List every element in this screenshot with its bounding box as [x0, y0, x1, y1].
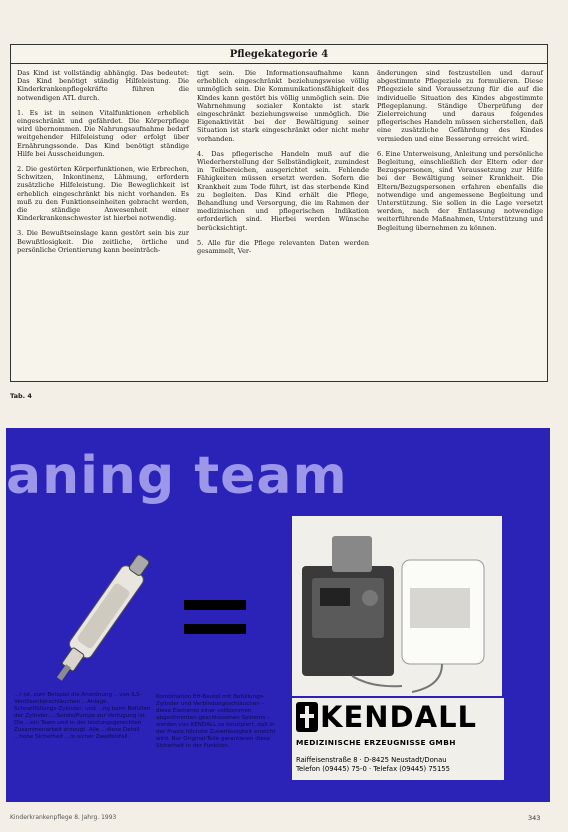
kendall-subtitle: MEDIZINISCHE ERZEUGNISSE GMBH	[296, 738, 456, 747]
address-line: Raiffeisenstraße 8 · D-8425 Neustadt/Donau	[296, 756, 447, 764]
page-number: 343	[528, 814, 541, 822]
paragraph: 4. Das pflegerische Handeln muß auf die Wiederherstellung der Selbständigkeit, zumindest in Teilbereichen, ausgerichtet sein. Fehlende Fähigkeiten müssen ersetzt werden. Sofern die Krankheit zum Tode führt, ist das sterbende Kind zu begleiten. Das Kind erhält die Pflege, Behandlung und Versorgung, die im Rahmen der medizinischen und pflegerischen Indikation erforderlich sind. Hierbei werden Wünsche berücksichtigt.	[197, 149, 369, 232]
kendall-contact-box	[292, 698, 504, 780]
table-label: Tab. 4	[10, 392, 32, 400]
table-box	[10, 44, 548, 382]
table-title-rule	[11, 63, 547, 64]
equals-bar	[184, 600, 246, 610]
ad-text-left: ...r ist, zum Beispiel die Anordnung ...von ILS-Ventilsenkerschläuchen ...Anlage, Schnellfüllungs-Zylinder, und ...ng beim Befüllen der Zylinder. ...Sonde/Pumpe zur Verfügung ist. Die ...ein Team und in der leistungsgerechten Zusammenarbeit erzeugt. Alle ...diese Detail ...hohe Sicherheit ...in sicher Zweifelsfall.	[14, 692, 151, 740]
paragraph: 3. Die Bewußtseinslage kann gestört sein bis zur Bewußtlosigkeit. Die zeitliche, örtliche und persönliche Orientierung kann beeinträch-	[17, 229, 189, 254]
equals-sign	[184, 600, 246, 648]
kendall-logo: KENDALL	[320, 700, 478, 734]
kendall-address	[296, 756, 450, 774]
table-column-2	[197, 69, 369, 262]
paragraph: tigt sein. Die Informationsaufnahme kann erheblich eingeschränkt beziehungsweise völlig unmöglich sein. Die Kommunikationsfähigkeit des Kindes kann gestört bis völlig unmöglich sein. Die Wahrnehmung sozialer Kontakte ist stark eingeschränkt beziehungsweise unmöglich. Die Eigenaktivität bei der Bewältigung seiner Situation ist stark eingeschränkt oder nicht mehr vorhanden.	[197, 69, 369, 143]
paragraph: 6. Eine Unterweisung, Anleitung und persönliche Begleitung, einschließlich der Eltern oder der Bezugspersonen, sind Voraussetzung zur Hilfe bei der Bewältigung seiner Krankheit. Die Eltern/Bezugspersonen erfahren ebenfalls die notwendige und angemessene Begleitung und Unterstützung. Sie sollen in die Lage versetzt werden, nach der Entlassung notwendige weiterführende Maßnahmen, Unterstützung und Begleitung übernehmen zu können.	[377, 149, 543, 232]
table-title: Pflegekategorie 4	[229, 49, 329, 60]
paragraph: änderungen sind festzustellen und darauf abgestimmte Pflegeziele zu formulieren. Diese Pflegeziele sind Voraussetzung für die auf die individuelle Situation des Kindes abgestimmte Pflegeplanung. Ständige Überprüfung der Zielerreichung und daraus folgendes pflegerisches Handeln müssen sicherstellen, daß eine zusätzliche Gefährdung des Kindes vermieden und eine Besserung erreicht wird.	[377, 69, 543, 143]
kendall-emblem-icon	[296, 702, 318, 732]
equals-bar	[184, 624, 246, 634]
ad-headline: aning team	[6, 446, 348, 506]
syringe-device-illustration	[38, 518, 178, 708]
paragraph: 1. Es ist in seinen Vitalfunktionen erheblich eingeschränkt und gefährdet. Die Körperpflege wird übernommen. Die Nahrungsaufnahme bedarf weitgehender Hilfeleistung oder erfolgt über Ernährungssonde. Das Kind benötigt ständige Hilfe bei Ausscheidungen.	[17, 108, 189, 158]
table-column-3	[377, 69, 543, 239]
phone-line: Telefon (09445) 75-0 · Telefax (09445) 75155	[296, 765, 450, 773]
footer-journal: Kinderkrankenpflege 8. Jahrg. 1993	[10, 814, 117, 821]
table-column-1	[17, 69, 189, 261]
kendall-advertisement	[6, 428, 550, 802]
paragraph: Das Kind ist vollständig abhängig. Das bedeutet: Das Kind benötigt ständig Hilfeleistung. Die Kinderkrankenpflegekräfte führen die notwendigen ATL durch.	[17, 69, 189, 102]
pump-and-bag-illustration	[292, 516, 502, 696]
ad-text-right: Kombination EH-Beutel mit Befüllungs-Zylinder und Verbindungsschläuchen – diese Elemente einer vollkommen abgestimmten geschlossenen Systems – werden von KENDALL so konzipiert, daß in der Praxis höchste Zuverlässigkeit erreicht wird. Nur Original-Teile garantieren diese Sicherheit in der Funktion.	[156, 694, 276, 749]
paragraph: 2. Die gestörten Körperfunktionen, wie Erbrechen, Schwitzen, Inkontinenz, Lähmung, erfordern zusätzliche Hilfeleistung. Die Beweglichkeit ist erheblich eingeschränkt bis nicht vorhanden. Es muß zu den Funktionseinheiten gebracht werden, die ständige Anwesenheit einer Kinderkrankenschwester ist hierbei notwendig.	[17, 165, 189, 223]
product-photo	[292, 516, 502, 696]
paragraph: 5. Alle für die Pflege relevanten Daten werden gesammelt, Ver-	[197, 238, 369, 256]
